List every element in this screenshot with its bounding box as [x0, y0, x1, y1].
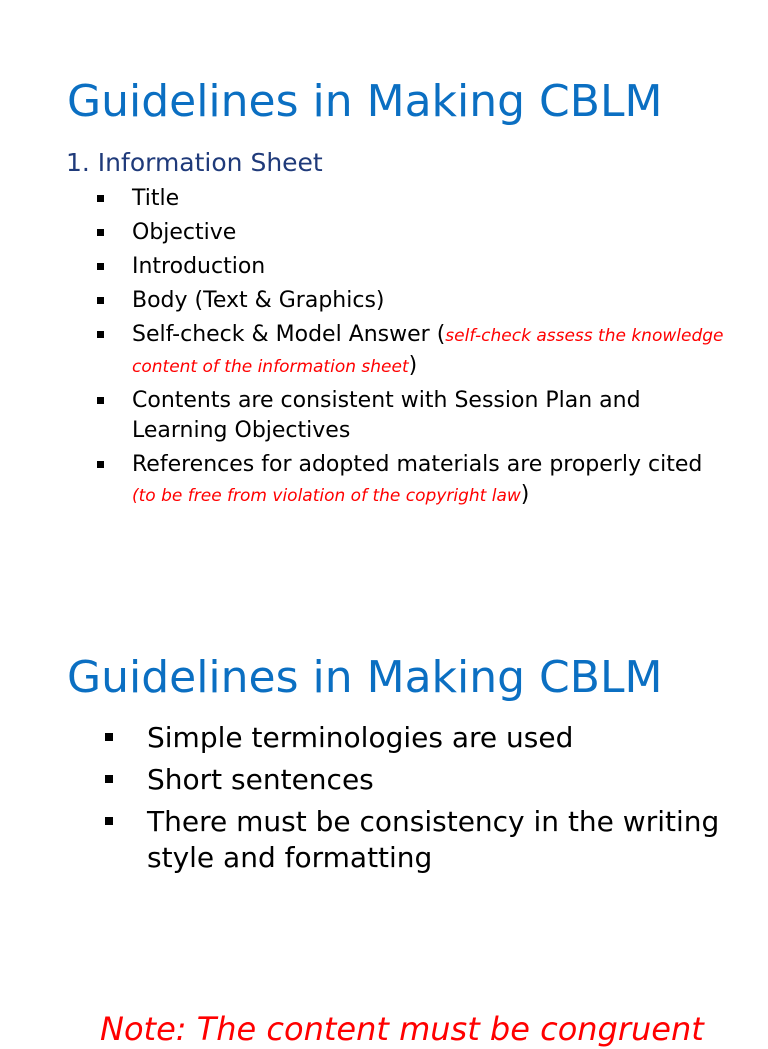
- list-item-text: References for adopted materials are properly cited: [132, 452, 703, 477]
- slide-title: Guidelines in Making CBLM: [67, 76, 663, 127]
- list-item: [132, 450, 732, 511]
- list-item: [132, 252, 732, 282]
- slide-title: Guidelines in Making CBLM: [67, 652, 663, 703]
- list-item-text: Title: [132, 186, 180, 211]
- list-item: [132, 386, 732, 446]
- list-item: [147, 720, 727, 756]
- section-heading: 1. Information Sheet: [66, 148, 323, 177]
- list-item: [132, 218, 732, 248]
- information-sheet-list: [132, 184, 732, 515]
- square-bullet-icon: [97, 263, 104, 270]
- list-item: [147, 762, 727, 798]
- list-item-text: Introduction: [132, 254, 266, 279]
- list-item-text: Contents are consistent with Session Plan and Learning Objectives: [132, 388, 641, 443]
- slide-writing-guidelines: [0, 576, 768, 1048]
- list-item-text: Self-check & Model Answer (: [132, 322, 446, 347]
- square-bullet-icon: [97, 297, 104, 304]
- list-item-text: Objective: [132, 220, 237, 245]
- list-item: [132, 320, 732, 382]
- square-bullet-icon: [105, 733, 113, 741]
- square-bullet-icon: [97, 195, 104, 202]
- list-item-text: Body (Text & Graphics): [132, 288, 385, 313]
- list-item-text: There must be consistency in the writing style and formatting: [147, 805, 720, 874]
- list-item-text: Short sentences: [147, 763, 374, 796]
- list-item-closing: ): [408, 353, 418, 378]
- square-bullet-icon: [97, 331, 104, 338]
- list-item: [132, 184, 732, 214]
- list-item-note: self-check assess the knowledge content of the information sheet: [132, 326, 724, 377]
- list-item: [132, 286, 732, 316]
- square-bullet-icon: [97, 229, 104, 236]
- writing-guidelines-list: [147, 720, 727, 882]
- list-item: [147, 804, 727, 876]
- list-item-note: (to be free from violation of the copyright law: [132, 486, 521, 506]
- square-bullet-icon: [97, 397, 104, 404]
- list-item-closing: ): [520, 482, 530, 507]
- list-item-text: Simple terminologies are used: [147, 721, 574, 754]
- bottom-note: Note: The content must be congruent: [100, 1010, 704, 1048]
- square-bullet-icon: [105, 817, 113, 825]
- square-bullet-icon: [97, 461, 104, 468]
- square-bullet-icon: [105, 775, 113, 783]
